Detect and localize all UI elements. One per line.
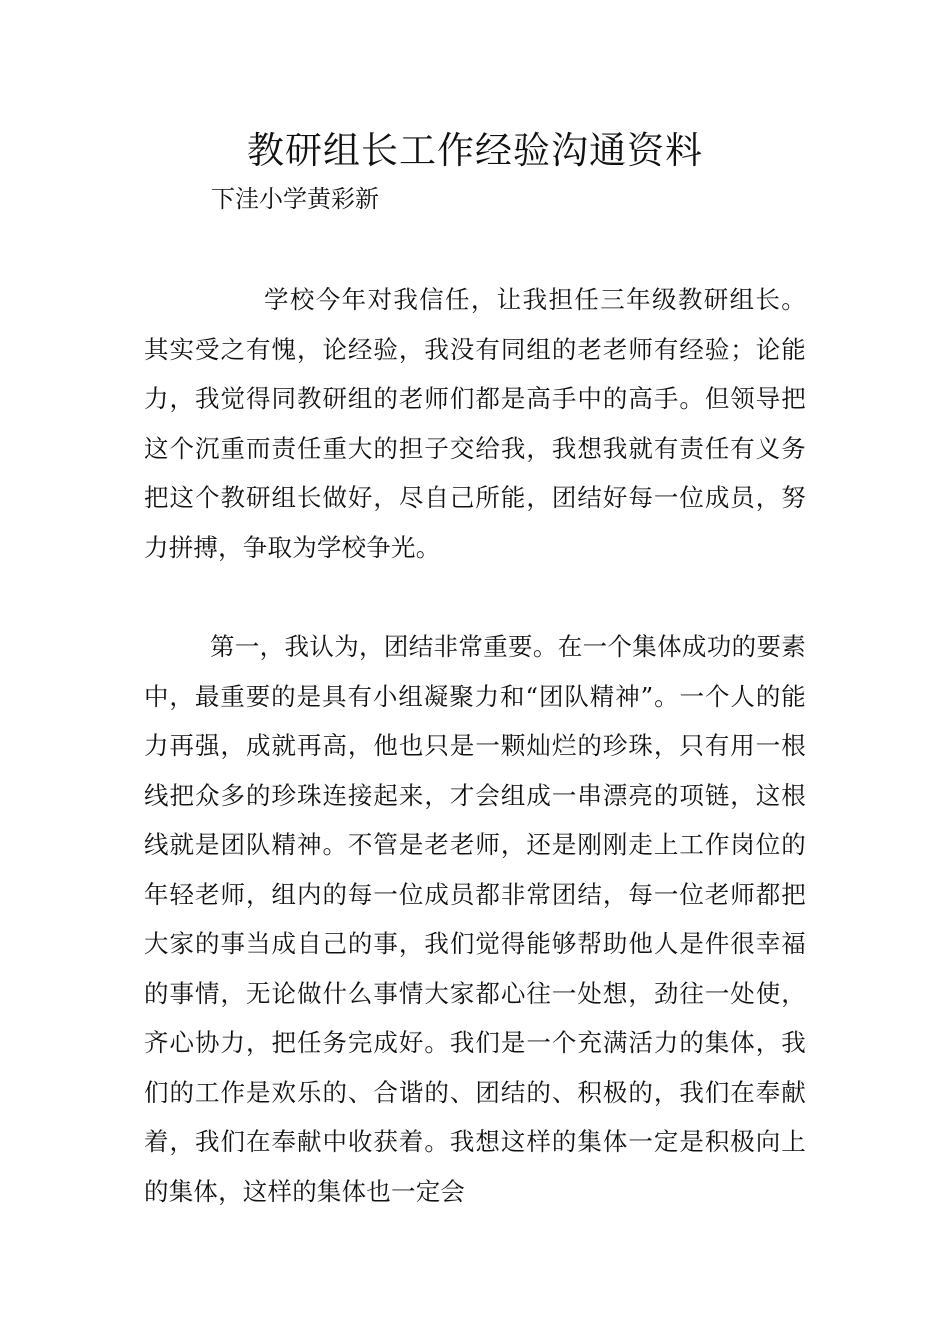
document-title: 教研组长工作经验沟通资料 bbox=[247, 129, 703, 172]
paragraph-unity: 第一，我认为，团结非常重要。在一个集体成功的要素中，最重要的是具有小组凝聚力和“团队精神”。一个人的能力再强，成就再高，他也只是一颗灿烂的珍珠，只有用一根线把众多的珍珠连接起来，才会组成一串漂亮的项链，这根线就是团队精神。不管是老老师，还是刚刚走上工作岗位的年轻老师，组内的每一位成员都非常团结，每一位老师都把大家的事当成自己的事，我们觉得能够帮助他人是件很幸福的事情，无论做什么事情大家都心往一处想，劲往一处使，齐心协力，把任务完成好。我们是一个充满活力的集体，我们的工作是欢乐的、合谐的、团结的、积极的，我们在奉献着，我们在奉献中收获着。我想这样的集体一定是积极向上的集体，这样的集体也一定会 bbox=[144, 632, 806, 1206]
paragraph-intro: 学校今年对我信任，让我担任三年级教研组长。其实受之有愧，论经验，我没有同组的老老师有经验；论能力，我觉得同教研组的老师们都是高手中的高手。但领导把这个沉重而责任重大的担子交给我，我想我就有责任有义务把这个教研组长做好，尽自己所能，团结好每一位成员，努力拼搏，争取为学校争光。 bbox=[144, 285, 806, 562]
document-author: 下洼小学黄彩新 bbox=[211, 185, 379, 213]
